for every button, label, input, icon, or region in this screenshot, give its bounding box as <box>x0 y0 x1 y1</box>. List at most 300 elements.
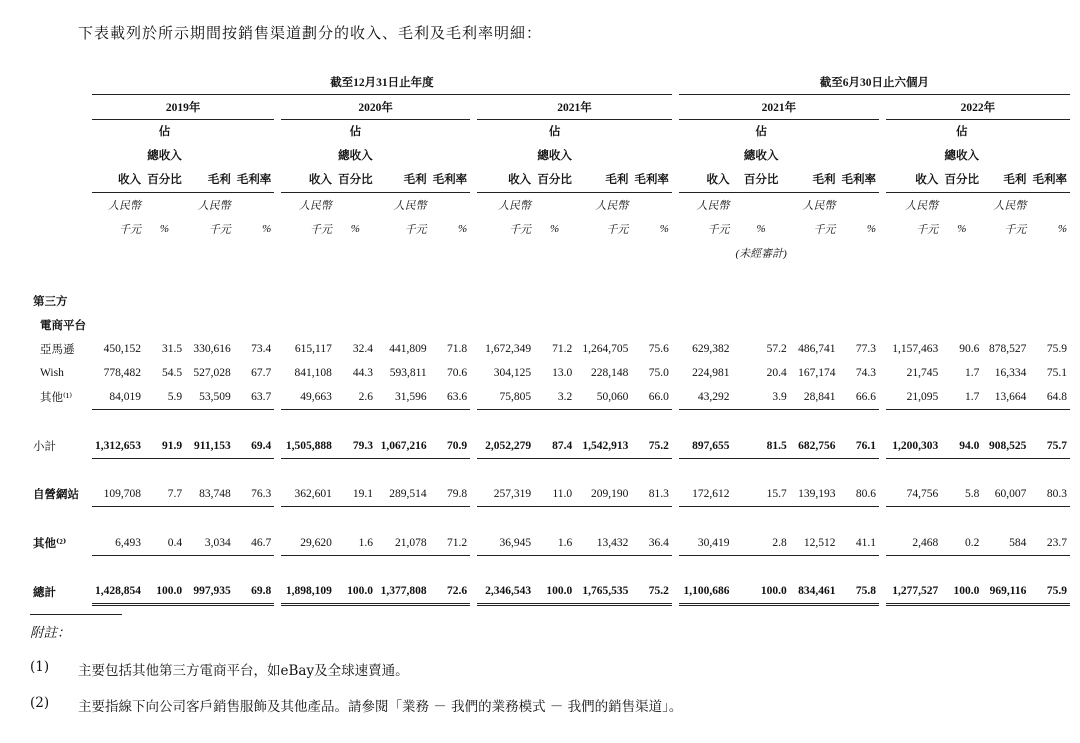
blank-cell <box>185 241 234 265</box>
others-value-2021-h1-3: 41.1 <box>839 531 880 556</box>
blank-cell <box>631 120 672 145</box>
own_site-value-2021-h1-3: 80.6 <box>839 482 880 507</box>
blank-cell <box>234 144 275 168</box>
unit-thousand-gp-2021-h1: 千元 <box>813 224 836 236</box>
blank-cell <box>376 241 430 265</box>
subtotal-value-2022-h1-2: 908,525 <box>982 434 1029 459</box>
wish-value-2020-3: 70.6 <box>447 367 468 379</box>
unit-pct-margin-2022-h1: % <box>1057 223 1067 235</box>
share-header-3-2020: 百分比 <box>335 168 376 193</box>
others-value-2020-2: 21,078 <box>376 531 430 556</box>
table-row-other-platforms <box>30 385 1070 410</box>
others-value-2022-h1-1: 0.2 <box>941 531 982 556</box>
blank-cell <box>534 193 575 218</box>
blank-cell <box>185 120 234 145</box>
year-2022-h1: 2022年 <box>886 95 1070 120</box>
subtotal-value-2021-h1-1: 81.5 <box>732 434 789 459</box>
share-header-2-2019: 總收入 <box>147 150 182 162</box>
notes-title: 附註： <box>30 625 71 641</box>
blank-cell <box>534 241 575 265</box>
other_platforms-value-2021-h1-1: 3.9 <box>732 385 789 410</box>
wish-value-2021-1: 13.0 <box>552 367 573 379</box>
blank-cell <box>376 120 430 145</box>
other_platforms-value-2022-h1-3: 64.8 <box>1029 385 1070 410</box>
blank-cell <box>886 120 941 145</box>
row-label-other_platforms: 其他⁽¹⁾ <box>40 392 73 405</box>
own_site-value-2022-h1-3: 80.3 <box>1029 482 1070 507</box>
gap-cell <box>274 193 281 218</box>
blank-cell <box>281 144 335 168</box>
unit-rmb-gp-2022-h1: 人民幣 <box>993 200 1027 212</box>
wish-value-2021-2: 228,148 <box>591 367 629 379</box>
amazon-value-2021-h1-0: 629,382 <box>692 343 730 355</box>
gap-cell <box>470 193 477 218</box>
year-2019: 2019年 <box>92 95 274 120</box>
gap-cell <box>672 337 679 361</box>
blank-cell <box>839 241 880 265</box>
share-header-3-2021-h1: 百分比 <box>732 168 789 193</box>
subtotal-value-2019-0: 1,312,653 <box>92 434 144 459</box>
subtotal-value-2020-2: 1,067,216 <box>376 434 430 459</box>
others-value-2019-1: 0.4 <box>144 531 185 556</box>
unit-rmb-2022-h1: 人民幣 <box>905 200 939 212</box>
amazon-value-2020-1: 32.4 <box>352 343 373 355</box>
share-header-1-2019: 佔 <box>158 126 171 138</box>
unit-pct-margin-2019: % <box>262 223 272 235</box>
share-header-3-2019: 百分比 <box>144 168 185 193</box>
section-third-party <box>30 289 1070 313</box>
other_platforms-value-2019-2: 53,509 <box>185 385 234 410</box>
blank-cell <box>92 144 144 168</box>
gap-cell <box>879 241 886 265</box>
subtotal-value-2020-1: 79.3 <box>335 434 376 459</box>
share-header-1-2021: 佔 <box>548 126 561 138</box>
gap-cell <box>672 531 679 556</box>
revenue-header-2021: 收入 <box>477 168 534 193</box>
others-value-2019-3: 46.7 <box>234 531 275 556</box>
own_site-value-2020-0: 362,601 <box>281 482 335 507</box>
blank-cell <box>575 120 631 145</box>
blank-cell <box>430 120 471 145</box>
table-row-subtotal <box>30 434 1070 459</box>
row-label-amazon: 亞馬遜 <box>40 344 75 356</box>
share-header-2-2020: 總收入 <box>338 150 373 162</box>
unit-thousand-gp-2021: 千元 <box>606 224 629 236</box>
wish-value-2021-h1-2: 167,174 <box>798 367 836 379</box>
gap-cell <box>879 120 886 145</box>
total-value-2022-h1-1: 100.0 <box>941 579 982 605</box>
margin-header-2021-h1: 毛利率 <box>839 168 880 193</box>
revenue-breakdown-table <box>30 70 1070 606</box>
total-value-2021-2: 1,765,535 <box>575 579 631 605</box>
unit-thousand-2021-h1: 千元 <box>707 224 730 236</box>
unit-rmb-gp-2021: 人民幣 <box>595 200 629 212</box>
total-value-2020-0: 1,898,109 <box>281 579 335 605</box>
blank-cell <box>839 120 880 145</box>
unit-pct-2021: % <box>550 223 560 235</box>
note-2-number: (2) <box>30 695 50 711</box>
others-value-2022-h1-3: 23.7 <box>1029 531 1070 556</box>
gap-cell <box>470 168 477 193</box>
blank-cell <box>234 241 275 265</box>
others-value-2019-0: 6,493 <box>92 531 144 556</box>
own_site-value-2021-2: 209,190 <box>575 482 631 507</box>
amazon-value-2021-h1-3: 77.3 <box>855 343 876 355</box>
total-value-2022-h1-3: 75.9 <box>1029 579 1070 605</box>
blank-cell <box>941 241 982 265</box>
section-ecommerce <box>30 313 1070 337</box>
blank-cell <box>982 241 1029 265</box>
blank-cell <box>185 144 234 168</box>
unit-thousand-gp-2020: 千元 <box>404 224 427 236</box>
wish-value-2020-1: 44.3 <box>352 367 373 379</box>
wish-value-2021-h1-1: 20.4 <box>766 367 787 379</box>
wish-value-2019-2: 527,028 <box>193 367 231 379</box>
total-value-2019-1: 100.0 <box>144 579 185 605</box>
note-1 <box>30 659 682 679</box>
own_site-value-2022-h1-1: 5.8 <box>941 482 982 507</box>
gross-profit-header-2022-h1: 毛利 <box>982 168 1029 193</box>
blank-cell <box>281 241 335 265</box>
subtotal-value-2021-h1-2: 682,756 <box>790 434 839 459</box>
revenue-header-2022-h1: 收入 <box>886 168 941 193</box>
row-label-total: 總計 <box>33 586 56 599</box>
gap-cell <box>274 579 281 605</box>
unaudited-note: (未經審計) <box>735 248 787 260</box>
gap-cell <box>672 120 679 145</box>
gap-cell <box>274 217 281 241</box>
gap-cell <box>879 168 886 193</box>
subtotal-value-2021-h1-3: 76.1 <box>839 434 880 459</box>
share-header-2-2021-h1: 總收入 <box>743 150 779 162</box>
gap-cell <box>470 144 477 168</box>
total-value-2021-3: 75.2 <box>631 579 672 605</box>
other_platforms-value-2022-h1-1: 1.7 <box>941 385 982 410</box>
unit-thousand-gp-2019: 千元 <box>208 224 231 236</box>
wish-value-2021-h1-0: 224,981 <box>692 367 730 379</box>
blank-cell <box>477 120 534 145</box>
subtotal-value-2022-h1-3: 75.7 <box>1029 434 1070 459</box>
gap-cell <box>470 241 477 265</box>
unit-pct-margin-2020: % <box>457 223 468 235</box>
subtotal-value-2021-3: 75.2 <box>631 434 672 459</box>
other_platforms-value-2021-0: 75,805 <box>477 385 534 410</box>
own_site-value-2022-h1-0: 74,756 <box>886 482 941 507</box>
blank-cell <box>234 193 275 218</box>
wish-value-2022-h1-1: 1.7 <box>964 367 980 379</box>
blank-cell <box>335 193 376 218</box>
gap-cell <box>274 361 281 385</box>
share-header-3-2021: 百分比 <box>534 168 575 193</box>
blank-cell <box>631 193 672 218</box>
blank-cell <box>679 120 733 145</box>
blank-cell <box>941 193 982 218</box>
row-label-subtotal: 小計 <box>33 440 56 453</box>
blank-cell <box>886 144 941 168</box>
total-value-2020-2: 1,377,808 <box>376 579 430 605</box>
own_site-value-2020-3: 79.8 <box>430 482 471 507</box>
subtotal-value-2021-0: 2,052,279 <box>477 434 534 459</box>
others-value-2020-3: 71.2 <box>430 531 471 556</box>
blank-cell <box>376 144 430 168</box>
subtotal-value-2020-3: 70.9 <box>430 434 471 459</box>
unit-thousand-2019: 千元 <box>118 224 141 236</box>
subtotal-value-2022-h1-1: 94.0 <box>941 434 982 459</box>
others-value-2021-3: 36.4 <box>631 531 672 556</box>
gap-cell <box>672 144 679 168</box>
row-label-wish: Wish <box>40 367 64 379</box>
own_site-value-2021-h1-1: 15.7 <box>732 482 789 507</box>
other_platforms-value-2021-2: 50,060 <box>575 385 631 410</box>
amazon-value-2021-3: 75.6 <box>648 343 669 355</box>
subtotal-value-2019-2: 911,153 <box>185 434 234 459</box>
own_site-value-2020-1: 19.1 <box>335 482 376 507</box>
others-value-2022-h1-2: 584 <box>982 531 1029 556</box>
other_platforms-value-2020-0: 49,663 <box>281 385 335 410</box>
wish-value-2019-0: 778,482 <box>103 367 141 379</box>
unit-rmb-2021-h1: 人民幣 <box>696 200 730 212</box>
margin-header-2019: 毛利率 <box>234 168 275 193</box>
blank-cell <box>1029 144 1070 168</box>
row-label-own_site: 自營網站 <box>33 489 79 502</box>
blank-cell <box>234 120 275 145</box>
blank-cell <box>144 193 185 218</box>
gross-profit-header-2020: 毛利 <box>376 168 430 193</box>
year-row <box>30 95 1070 120</box>
subtotal-value-2021-1: 87.4 <box>534 434 575 459</box>
blank-cell <box>1029 241 1070 265</box>
gap-cell <box>274 482 281 507</box>
own_site-value-2019-2: 83,748 <box>185 482 234 507</box>
gap-cell <box>470 531 477 556</box>
amazon-value-2022-h1-1: 90.6 <box>959 343 980 355</box>
own_site-value-2020-2: 289,514 <box>376 482 430 507</box>
other_platforms-value-2021-3: 66.0 <box>631 385 672 410</box>
unit-pct-margin-2021: % <box>659 223 669 235</box>
gap-cell <box>470 579 477 605</box>
blank-cell <box>430 144 471 168</box>
row-label-others: 其他⁽²⁾ <box>33 537 67 550</box>
amazon-value-2021-2: 1,264,705 <box>582 343 629 355</box>
blank-cell <box>631 241 672 265</box>
gap-cell <box>672 193 679 218</box>
total-value-2021-1: 100.0 <box>534 579 575 605</box>
wish-value-2021-3: 75.0 <box>648 367 669 379</box>
period-group-row <box>30 70 1070 95</box>
section-third-party-label: 第三方 <box>33 296 68 308</box>
subtotal-value-2019-1: 91.9 <box>144 434 185 459</box>
year-2021: 2021年 <box>477 95 672 120</box>
wish-value-2021-h1-3: 74.3 <box>855 367 876 379</box>
other_platforms-value-2021-h1-2: 28,841 <box>790 385 839 410</box>
gap-cell <box>672 434 679 459</box>
unit-pct-2020: % <box>350 223 360 235</box>
revenue-header-2021-h1: 收入 <box>679 168 733 193</box>
amazon-value-2020-2: 441,809 <box>389 343 427 355</box>
gap-cell <box>879 434 886 459</box>
blank-cell <box>1029 193 1070 218</box>
share-header-1-2022-h1: 佔 <box>956 126 968 138</box>
blank-cell <box>679 241 733 265</box>
gap-cell <box>470 482 477 507</box>
unit-rmb-2021: 人民幣 <box>498 200 532 212</box>
table-row-total <box>30 579 1070 605</box>
others-value-2021-h1-2: 12,512 <box>790 531 839 556</box>
share-header-2-2021: 總收入 <box>537 150 572 162</box>
intro-text: 下表載列於所示期間按銷售渠道劃分的收入、毛利及毛利率明細： <box>78 24 543 42</box>
margin-header-2021: 毛利率 <box>631 168 672 193</box>
wish-value-2020-0: 841,108 <box>294 367 332 379</box>
others-value-2022-h1-0: 2,468 <box>886 531 941 556</box>
share-header-2-2022-h1: 總收入 <box>944 150 980 162</box>
subtotal-value-2021-h1-0: 897,655 <box>679 434 733 459</box>
amazon-value-2019-1: 31.5 <box>161 343 183 355</box>
total-value-2019-2: 997,935 <box>185 579 234 605</box>
group-fiscal-year: 截至12月31日止年度 <box>92 70 672 95</box>
amazon-value-2019-3: 73.4 <box>251 343 272 355</box>
gap-cell <box>274 337 281 361</box>
unit-rmb-2020: 人民幣 <box>298 200 332 212</box>
gap-cell <box>879 531 886 556</box>
others-value-2021-h1-1: 2.8 <box>732 531 789 556</box>
amazon-value-2021-0: 1,672,349 <box>485 343 532 355</box>
total-value-2019-3: 69.8 <box>234 579 275 605</box>
gap-cell <box>470 434 477 459</box>
group-six-months: 截至6月30日止六個月 <box>679 70 1070 95</box>
blank-cell <box>839 193 880 218</box>
subtotal-value-2021-2: 1,542,913 <box>575 434 631 459</box>
gap-cell <box>879 482 886 507</box>
gap-cell <box>274 531 281 556</box>
own_site-value-2021-3: 81.3 <box>631 482 672 507</box>
unit-thousand-gp-2022-h1: 千元 <box>1004 224 1027 236</box>
own_site-value-2021-0: 257,319 <box>477 482 534 507</box>
other_platforms-value-2020-3: 63.6 <box>430 385 471 410</box>
share-header-1-2020: 佔 <box>349 126 362 138</box>
gap-cell <box>879 217 886 241</box>
revenue-header-2019: 收入 <box>92 168 144 193</box>
blank-cell <box>631 144 672 168</box>
table-row-own-site <box>30 482 1070 507</box>
total-value-2020-1: 100.0 <box>335 579 376 605</box>
wish-value-2019-1: 54.5 <box>161 367 183 379</box>
notes-section <box>30 614 682 731</box>
other_platforms-value-2019-1: 5.9 <box>144 385 185 410</box>
unit-thousand-2020: 千元 <box>309 224 332 236</box>
blank-cell <box>430 241 471 265</box>
own_site-value-2019-0: 109,708 <box>92 482 144 507</box>
gap-cell <box>672 217 679 241</box>
gap-cell <box>274 120 281 145</box>
subtotal-value-2019-3: 69.4 <box>234 434 275 459</box>
amazon-value-2021-h1-2: 486,741 <box>798 343 836 355</box>
wish-value-2022-h1-0: 21,745 <box>906 367 939 379</box>
subtotal-value-2020-0: 1,505,888 <box>281 434 335 459</box>
margin-header-2022-h1: 毛利率 <box>1029 168 1070 193</box>
gap-cell <box>879 385 886 410</box>
note-2 <box>30 695 682 715</box>
gross-profit-header-2021: 毛利 <box>575 168 631 193</box>
gap-cell <box>274 168 281 193</box>
blank-cell <box>790 144 839 168</box>
gap-cell <box>274 385 281 410</box>
others-value-2020-0: 29,620 <box>281 531 335 556</box>
gap-cell <box>879 361 886 385</box>
unit-rmb-2019: 人民幣 <box>107 200 141 212</box>
own_site-value-2021-h1-0: 172,612 <box>679 482 733 507</box>
blank-cell <box>335 241 376 265</box>
gap-cell <box>470 120 477 145</box>
blank-cell <box>982 144 1029 168</box>
unit-thousand-2021: 千元 <box>509 224 532 236</box>
other_platforms-value-2022-h1-0: 21,095 <box>886 385 941 410</box>
section-ecommerce-label: 電商平台 <box>40 320 86 332</box>
blank-cell <box>92 120 144 145</box>
unit-thousand-2022-h1: 千元 <box>916 224 939 236</box>
wish-value-2020-2: 593,811 <box>389 367 427 379</box>
table-row-others <box>30 531 1070 556</box>
total-value-2022-h1-2: 969,116 <box>982 579 1029 605</box>
own_site-value-2021-h1-2: 139,193 <box>790 482 839 507</box>
amazon-value-2022-h1-0: 1,157,463 <box>892 343 939 355</box>
gap-cell <box>672 482 679 507</box>
amazon-value-2020-3: 71.8 <box>447 343 468 355</box>
blank-cell <box>886 241 941 265</box>
other_platforms-value-2021-h1-3: 66.6 <box>839 385 880 410</box>
other_platforms-value-2022-h1-2: 13,664 <box>982 385 1029 410</box>
other_platforms-value-2020-2: 31,596 <box>376 385 430 410</box>
table-row-wish <box>30 361 1070 385</box>
others-value-2021-h1-0: 30,419 <box>679 531 733 556</box>
subtotal-value-2022-h1-0: 1,200,303 <box>886 434 941 459</box>
other_platforms-value-2019-0: 84,019 <box>92 385 144 410</box>
others-value-2021-2: 13,432 <box>575 531 631 556</box>
own_site-value-2021-1: 11.0 <box>534 482 575 507</box>
gross-profit-header-2019: 毛利 <box>185 168 234 193</box>
wish-value-2022-h1-3: 75.1 <box>1046 367 1067 379</box>
wish-value-2021-0: 304,125 <box>493 367 532 379</box>
other_platforms-value-2020-1: 2.6 <box>335 385 376 410</box>
blank-cell <box>144 241 185 265</box>
total-value-2021-0: 2,346,543 <box>477 579 534 605</box>
table-row-amazon <box>30 337 1070 361</box>
gap-cell <box>879 337 886 361</box>
gap-cell <box>470 337 477 361</box>
wish-value-2022-h1-2: 16,334 <box>994 367 1027 379</box>
amazon-value-2019-0: 450,152 <box>103 343 141 355</box>
note-2-text: 主要指線下向公司客戶銷售服飾及其他產品。請參閱「業務 － 我們的業務模式 － 我們的銷售渠道」。 <box>78 699 683 715</box>
revenue-header-2020: 收入 <box>281 168 335 193</box>
blank-cell <box>575 241 631 265</box>
total-value-2022-h1-0: 1,277,527 <box>886 579 941 605</box>
own_site-value-2019-3: 76.3 <box>234 482 275 507</box>
unit-pct-2021-h1: % <box>756 223 766 235</box>
gap-cell <box>274 144 281 168</box>
other_platforms-value-2019-3: 63.7 <box>234 385 275 410</box>
year-2020: 2020年 <box>281 95 470 120</box>
gap-cell <box>672 241 679 265</box>
other_platforms-value-2021-h1-0: 43,292 <box>679 385 733 410</box>
others-value-2020-1: 1.6 <box>335 531 376 556</box>
gap-cell <box>274 241 281 265</box>
gap-cell <box>879 193 886 218</box>
gap-cell <box>274 434 281 459</box>
blank-cell <box>790 241 839 265</box>
wish-value-2019-3: 67.7 <box>251 367 272 379</box>
gap-cell <box>879 579 886 605</box>
other_platforms-value-2021-1: 3.2 <box>534 385 575 410</box>
total-value-2021-h1-0: 1,100,686 <box>679 579 733 605</box>
